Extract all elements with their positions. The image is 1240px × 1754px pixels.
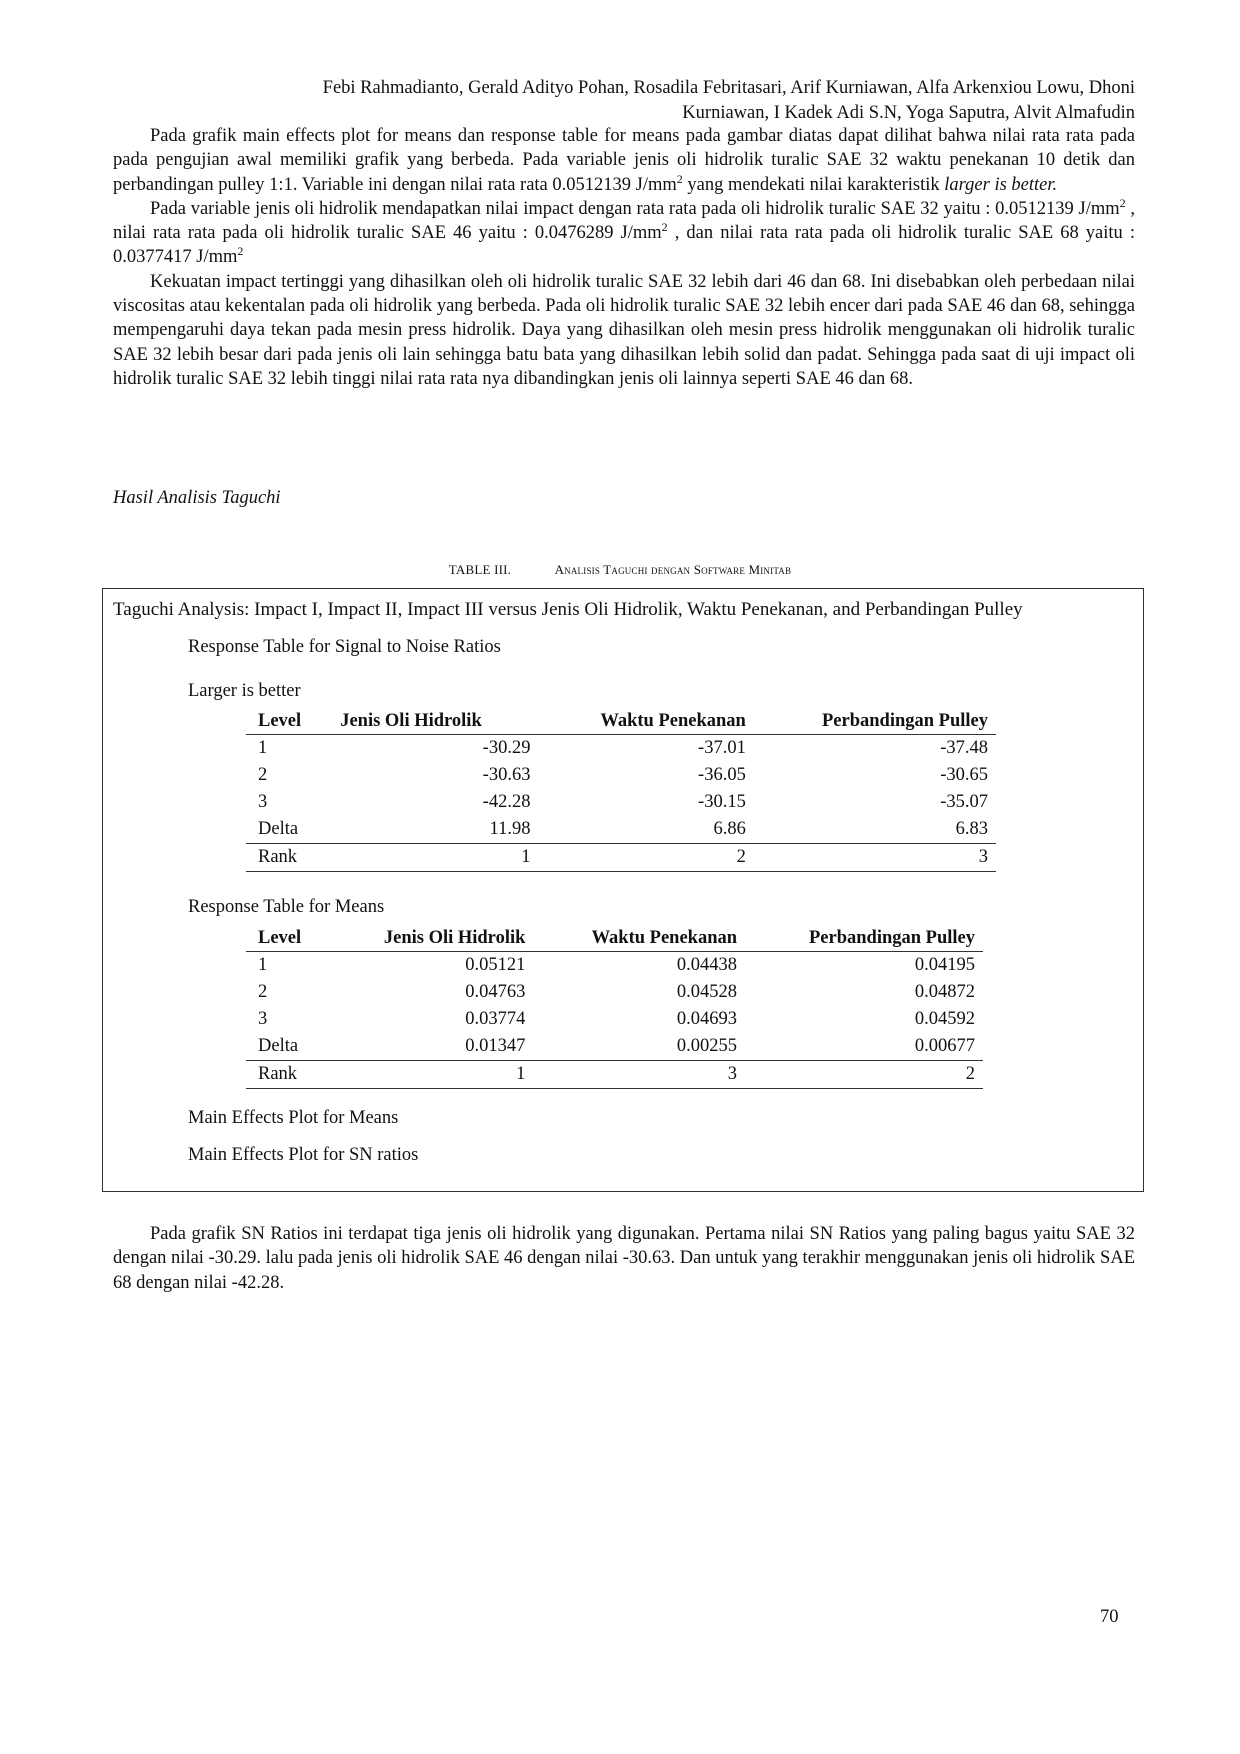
sn-header-waktu: Waktu Penekanan (538, 708, 753, 735)
table-row-rank (246, 844, 996, 872)
table-cell: 0.00677 (745, 1033, 983, 1061)
section-heading: Hasil Analisis Taguchi (113, 488, 281, 508)
table-cell: 1 (328, 844, 538, 872)
table-cell: -30.63 (482, 765, 531, 785)
table-cell: 1 (258, 955, 268, 975)
sn-larger-is-better: Larger is better (188, 681, 301, 701)
means-header-pulley: Perbandingan Pulley (745, 925, 983, 952)
table-cell: 0.04763 (465, 982, 526, 1002)
table-cell: 6.83 (754, 816, 996, 844)
table-cell: Delta (246, 816, 328, 844)
table-cell: -37.48 (940, 738, 988, 758)
table-cell: 2 (258, 765, 268, 785)
table-cell: Rank (246, 844, 328, 872)
sn-table-header-row (246, 708, 996, 735)
table-cell: 3 (258, 792, 268, 812)
table-cell: 0.04693 (676, 1009, 738, 1029)
table-cell: 0.04195 (914, 955, 975, 975)
body-text-top (113, 124, 1135, 391)
means-table-header-row (246, 925, 983, 952)
table-cell: Delta (246, 1033, 327, 1061)
table-row (246, 1006, 983, 1033)
table-cell: 11.98 (328, 816, 538, 844)
taguchi-analysis-title: Taguchi Analysis: Impact I, Impact II, Impact III versus Jenis Oli Hidrolik, Waktu Penekanan, and Perbandingan Pulley (113, 599, 1023, 620)
body-text-bottom (113, 1222, 1135, 1295)
table-cell: 2 (745, 1061, 983, 1089)
page-number: 70 (1100, 1607, 1119, 1627)
table-cell: 0.05121 (465, 955, 526, 975)
sn-response-table (246, 708, 996, 872)
means-header-level: Level (246, 925, 327, 952)
table-cell: 1 (258, 738, 268, 758)
running-header-authors (160, 76, 1135, 126)
table-cell: 3 (533, 1061, 745, 1089)
paragraph-4: Pada grafik SN Ratios ini terdapat tiga jenis oli hidrolik yang digunakan. Pertama nilai SN Ratios yang paling bagus yaitu SAE 32 dengan nilai -30.29. lalu pada jenis oli hidrolik SAE 46 dengan nilai -30.63. Dan untuk yang terakhir menggunakan jenis oli hidrolik SAE 68 dengan nilai -42.28. (113, 1224, 1135, 1293)
sn-header-level: Level (246, 708, 328, 735)
table-cell: 6.86 (538, 816, 753, 844)
table-cell: -35.07 (940, 792, 988, 812)
table-cell: 0.04528 (676, 982, 738, 1002)
table-cell: -30.65 (940, 765, 988, 785)
table-cell: 2 (538, 844, 753, 872)
means-response-table (246, 925, 983, 1089)
table-row (246, 979, 983, 1006)
sn-header-jenis-oli: Jenis Oli Hidrolik (328, 708, 538, 735)
table-cell: -30.15 (698, 792, 746, 812)
table-row (246, 762, 996, 789)
table-cell: -30.29 (482, 738, 531, 758)
table-cell: 0.01347 (327, 1033, 534, 1061)
table-cell: 3 (754, 844, 996, 872)
table-row (246, 789, 996, 816)
taguchi-output-box (102, 588, 1144, 1192)
table-row (246, 952, 983, 980)
authors-line-2: Kurniawan, I Kadek Adi S.N, Yoga Saputra, Alvit Almafudin (682, 103, 1135, 123)
table-row-delta (246, 1033, 983, 1061)
paragraph-1: Pada grafik main effects plot for means dan response table for means pada gambar diatas dapat dilihat bahwa nilai rata rata pada pada pengujian awal memiliki grafik yang berbeda. Pada variable jenis oli hidrolik turalic SAE 32 waktu penekanan 10 detik dan perbandingan pulley 1:1. Variable ini dengan nilai rata rata 0.0512139 $J/mm^2$ yang mendekati nilai karakteristik larger is better. (113, 126, 1135, 195)
paragraph-2: Pada variable jenis oli hidrolik mendapatkan nilai impact dengan rata rata pada oli hidrolik turalic SAE 32 yaitu : 0.0512139 $J/mm^2$ , nilai rata rata pada oli hidrolik turalic SAE 46 yaitu : 0.0476289 $J/mm^2$ , dan nilai rata rata pada oli hidrolik turalic SAE 68 yaitu : 0.0377417 $J/mm^2$ (113, 195, 1136, 268)
table-row-delta (246, 816, 996, 844)
table-cell: 0.04592 (914, 1009, 975, 1029)
sn-header-pulley: Perbandingan Pulley (754, 708, 996, 735)
authors-line-1: Febi Rahmadianto, Gerald Adityo Pohan, Rosadila Febritasari, Arif Kurniawan, Alfa Arkenxiou Lowu, Dhoni (322, 78, 1135, 98)
table-cell: 0.04872 (914, 982, 975, 1002)
main-effects-means-label: Main Effects Plot for Means (188, 1108, 399, 1128)
table-caption-number: TABLE III. (448, 562, 512, 577)
table-cell: -42.28 (482, 792, 531, 812)
table-row (246, 735, 996, 763)
table-cell: 2 (258, 982, 268, 1002)
table-cell: 1 (327, 1061, 534, 1089)
table-row-rank (246, 1061, 983, 1089)
means-table-heading: Response Table for Means (188, 897, 385, 917)
sn-table-heading: Response Table for Signal to Noise Ratios (188, 637, 501, 657)
means-header-waktu: Waktu Penekanan (533, 925, 745, 952)
table-cell: Rank (246, 1061, 327, 1089)
table-cell: 0.04438 (676, 955, 738, 975)
table-cell: 0.03774 (465, 1009, 526, 1029)
main-effects-sn-label: Main Effects Plot for SN ratios (188, 1145, 419, 1165)
table-caption-title: Analisis Taguchi dengan Software Minitab (554, 562, 792, 577)
table-caption (0, 562, 1240, 578)
table-cell: -37.01 (698, 738, 746, 758)
table-cell: -36.05 (698, 765, 746, 785)
table-cell: 3 (258, 1009, 268, 1029)
table-cell: 0.00255 (533, 1033, 745, 1061)
paragraph-3: Kekuatan impact tertinggi yang dihasilkan oleh oli hidrolik turalic SAE 32 lebih dari 46 dan 68. Ini disebabkan oleh perbedaan nilai viscositas atau kekentalan pada oli hidrolik yang berbeda. Pada oli hidrolik turalic SAE 32 lebih encer dari pada SAE 46 dan 68, sehingga mempengaruhi daya tekan pada mesin press hidrolik. Daya yang dihasilkan oleh mesin press hidrolik menggunakan oli hidrolik turalic SAE 32 lebih besar dari pada jenis oli lain sehingga batu bata yang dihasilkan lebih solid dan padat. Sehingga pada saat di uji impact oli hidrolik turalic SAE 32 lebih tinggi nilai rata rata nya dibandingkan jenis oli lainnya seperti SAE 46 dan 68. (113, 271, 1135, 389)
means-header-jenis-oli: Jenis Oli Hidrolik (327, 925, 534, 952)
